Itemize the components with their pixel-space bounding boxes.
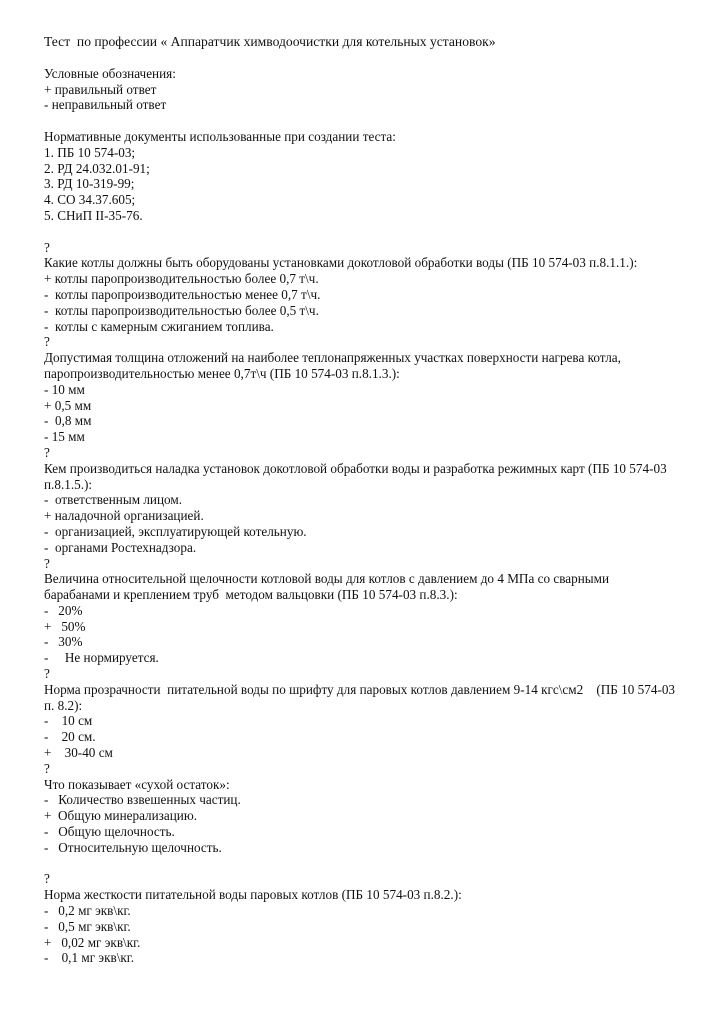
answer-option: + 0,5 мм <box>44 397 92 413</box>
answer-option: + наладочной организацией. <box>44 508 204 524</box>
answer-option: + котлы паропроизводительностью более 0,7 т\ч. <box>44 271 319 287</box>
legend-heading: Условные обозначения: <box>44 65 176 81</box>
answer-option: - 0,2 мг экв\кг. <box>44 903 131 919</box>
answer-option: - Не нормируется. <box>44 650 159 666</box>
answer-option: - 0,1 мг экв\кг. <box>44 950 134 966</box>
answer-option: - 20 см. <box>44 729 96 745</box>
answer-option: - Общую щелочность. <box>44 824 175 840</box>
question-mark: ? <box>44 444 50 460</box>
question-text: п.8.1.5.): <box>44 476 93 492</box>
question-text: Кем производиться наладка установок докотловой обработки воды и разработка режимных карт (ПБ 10 574-03 <box>44 460 667 476</box>
document-item: 1. ПБ 10 574-03; <box>44 144 136 160</box>
question-mark: ? <box>44 666 50 682</box>
legend-wrong: - неправильный ответ <box>44 97 167 113</box>
answer-option: - Относительную щелочность. <box>44 839 222 855</box>
question-text: Допустимая толщина отложений на наиболее теплонапряженных участках поверхности нагрева котла, <box>44 350 621 366</box>
document-item: 2. РД 24.032.01-91; <box>44 160 150 176</box>
answer-option: + 50% <box>44 618 86 634</box>
question-text: п. 8.2): <box>44 697 83 713</box>
answer-option: - котлы паропроизводительностью менее 0,7 т\ч. <box>44 286 321 302</box>
question-text: Норма прозрачности питательной воды по шрифту для паровых котлов давлением 9-14 кгс\см2 (ПБ 10 574-03 <box>44 681 676 697</box>
answer-option: - котлы с камерным сжиганием топлива. <box>44 318 274 334</box>
question-mark: ? <box>44 334 50 350</box>
question-text: Величина относительной щелочности котловой воды для котлов с давлением до 4 МПа со сварными <box>44 571 610 587</box>
answer-option: - органами Ростехнадзора. <box>44 539 197 555</box>
answer-option: - 30% <box>44 634 83 650</box>
question-text: барабанами и креплением труб методом вальцовки (ПБ 10 574-03 п.8.3.): <box>44 587 458 603</box>
question-mark: ? <box>44 555 50 571</box>
document-item: 3. РД 10-319-99; <box>44 176 135 192</box>
document-item: 5. СНиП II-35-76. <box>44 207 143 223</box>
answer-option: - 0,8 мм <box>44 413 92 429</box>
document-item: 4. СО 34.37.605; <box>44 192 136 208</box>
answer-option: - ответственным лицом. <box>44 492 183 508</box>
answer-option: - 20% <box>44 602 83 618</box>
answer-option: + 30-40 см <box>44 745 113 761</box>
answer-option: - 0,5 мг экв\кг. <box>44 918 131 934</box>
answer-option: + Общую минерализацию. <box>44 808 198 824</box>
document-page <box>44 34 704 966</box>
answer-option: - организацией, эксплуатирующей котельную. <box>44 523 307 539</box>
answer-option: - котлы паропроизводительностью более 0,5 т\ч. <box>44 302 319 318</box>
question-mark: ? <box>44 239 50 255</box>
answer-option: - Количество взвешенных частиц. <box>44 792 241 808</box>
answer-option: - 10 мм <box>44 381 85 397</box>
documents-heading: Нормативные документы использованные при создании теста: <box>44 128 396 144</box>
question-text: паропроизводительностью менее 0,7т\ч (ПБ 10 574-03 п.8.1.3.): <box>44 365 400 381</box>
question-text: Норма жесткости питательной воды паровых котлов (ПБ 10 574-03 п.8.2.): <box>44 887 462 903</box>
question-text: Какие котлы должны быть оборудованы установками докотловой обработки воды (ПБ 10 574-03 п.8.1.1.): <box>44 255 638 271</box>
question-mark: ? <box>44 760 50 776</box>
question-mark: ? <box>44 871 50 887</box>
document-title: Тест по профессии « Аппаратчик химводоочистки для котельных установок» <box>44 34 496 49</box>
answer-option: + 0,02 мг экв\кг. <box>44 934 141 950</box>
legend-correct: + правильный ответ <box>44 81 157 97</box>
answer-option: - 15 мм <box>44 429 85 445</box>
answer-option: - 10 см <box>44 713 93 729</box>
question-text: Что показывает «сухой остаток»: <box>44 776 230 792</box>
